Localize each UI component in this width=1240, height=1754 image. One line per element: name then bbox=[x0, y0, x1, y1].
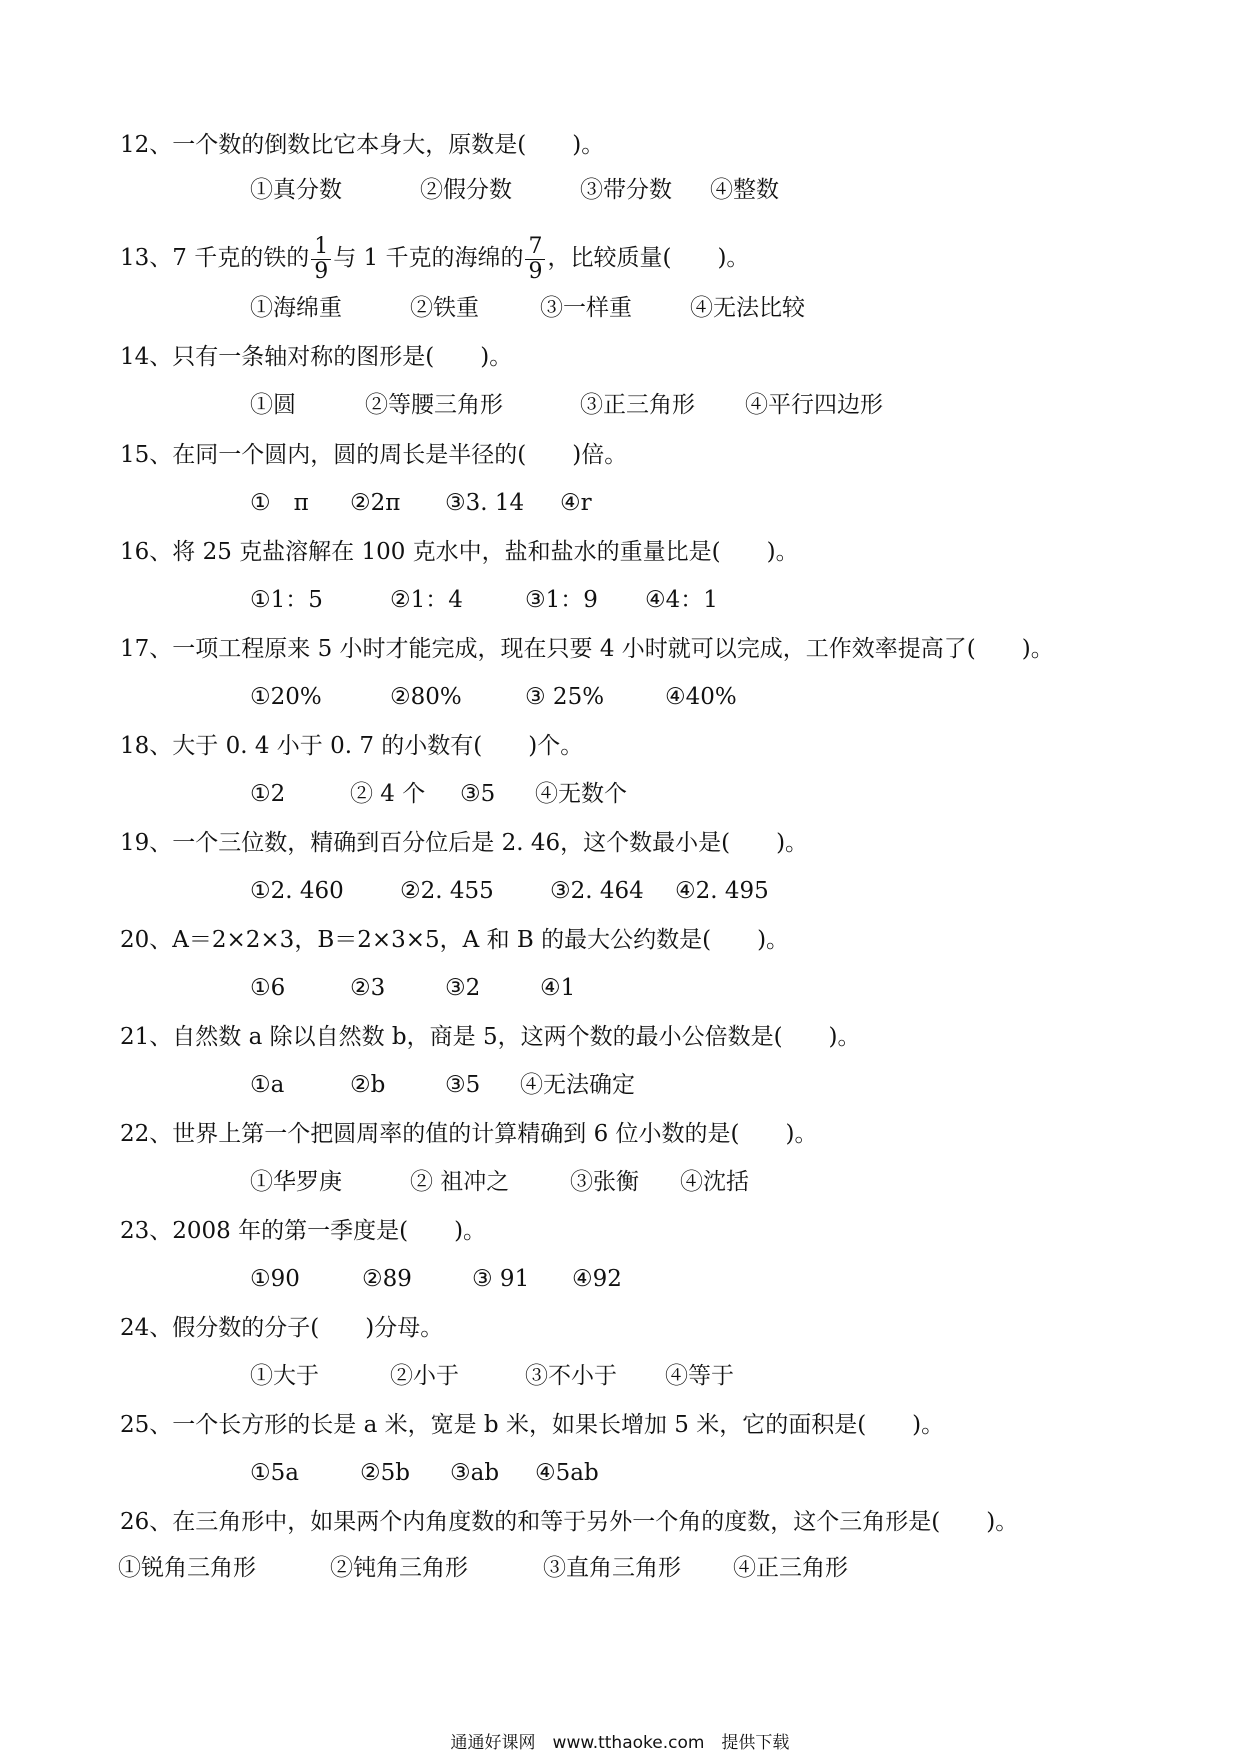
option: ③5 bbox=[445, 1072, 481, 1098]
option: ②等腰三角形 bbox=[365, 392, 503, 418]
options-12 bbox=[250, 175, 779, 205]
fraction-one-ninth bbox=[311, 235, 331, 284]
fraction-numerator: 7 bbox=[525, 235, 545, 260]
option: ②80% bbox=[390, 684, 462, 710]
option: ④无法确定 bbox=[520, 1072, 635, 1098]
option: ①6 bbox=[250, 975, 286, 1001]
option: ② 祖冲之 bbox=[410, 1169, 510, 1195]
question-21: 21、自然数 a 除以自然数 b，商是 5，这两个数的最小公倍数是( )。 bbox=[120, 1024, 861, 1050]
option: ①2. 460 bbox=[250, 878, 344, 904]
options-22 bbox=[250, 1167, 749, 1197]
option: ④4：1 bbox=[645, 587, 718, 613]
option: ②5b bbox=[360, 1460, 410, 1486]
question-25: 25、一个长方形的长是 a 米，宽是 b 米，如果长增加 5 米，它的面积是( )。 bbox=[120, 1412, 945, 1438]
option: ①锐角三角形 bbox=[118, 1555, 256, 1581]
options-26 bbox=[118, 1553, 848, 1583]
option: ①华罗庚 bbox=[250, 1169, 342, 1195]
options-15 bbox=[250, 488, 592, 518]
option: ②89 bbox=[362, 1266, 412, 1292]
option: ④92 bbox=[572, 1266, 622, 1292]
option: ② 4 个 bbox=[350, 781, 426, 807]
option: ③3. 14 bbox=[445, 490, 525, 516]
option: ①真分数 bbox=[250, 177, 342, 203]
option: ④5ab bbox=[535, 1460, 599, 1486]
question-13-text-a: 13、7 千克的铁的 bbox=[120, 245, 310, 271]
option: ③带分数 bbox=[580, 177, 672, 203]
options-24 bbox=[250, 1361, 734, 1391]
footer-credit: 通通好课网 www.tthaoke.com 提供下载 bbox=[450, 1733, 790, 1753]
option: ③2. 464 bbox=[550, 878, 644, 904]
options-20 bbox=[250, 973, 575, 1003]
option: ③一样重 bbox=[540, 295, 632, 321]
question-13 bbox=[120, 228, 749, 288]
option: ②假分数 bbox=[420, 177, 512, 203]
question-19: 19、一个三位数，精确到百分位后是 2. 46，这个数最小是( )。 bbox=[120, 830, 809, 856]
option: ①大于 bbox=[250, 1363, 319, 1389]
option: ③2 bbox=[445, 975, 481, 1001]
option: ④无法比较 bbox=[690, 295, 805, 321]
fraction-denominator: 9 bbox=[528, 258, 543, 284]
question-13-text-c: ，比较质量( )。 bbox=[547, 245, 750, 271]
option: ②b bbox=[350, 1072, 386, 1098]
option: ①海绵重 bbox=[250, 295, 342, 321]
option: ④沈括 bbox=[680, 1169, 749, 1195]
option: ③ 91 bbox=[472, 1266, 530, 1292]
option: ④整数 bbox=[710, 177, 779, 203]
question-26: 26、在三角形中，如果两个内角度数的和等于另外一个角的度数，这个三角形是( )。 bbox=[120, 1509, 1019, 1535]
question-22: 22、世界上第一个把圆周率的值的计算精确到 6 位小数的是( )。 bbox=[120, 1121, 818, 1147]
question-17: 17、一项工程原来 5 小时才能完成，现在只要 4 小时就可以完成，工作效率提高了( )。 bbox=[120, 636, 1054, 662]
option: ③不小于 bbox=[525, 1363, 617, 1389]
option: ①a bbox=[250, 1072, 285, 1098]
option: ④r bbox=[560, 490, 592, 516]
options-19 bbox=[250, 876, 769, 906]
question-18: 18、大于 0. 4 小于 0. 7 的小数有( )个。 bbox=[120, 733, 584, 759]
option: ①圆 bbox=[250, 392, 296, 418]
options-23 bbox=[250, 1264, 622, 1294]
option: ③ab bbox=[450, 1460, 500, 1486]
option: ④40% bbox=[665, 684, 737, 710]
option: ②3 bbox=[350, 975, 386, 1001]
option: ④无数个 bbox=[535, 781, 627, 807]
question-24: 24、假分数的分子( )分母。 bbox=[120, 1315, 444, 1341]
question-12: 12、一个数的倒数比它本身大，原数是( )。 bbox=[120, 132, 605, 158]
question-20: 20、A＝2×2×3，B＝2×3×5，A 和 B 的最大公约数是( )。 bbox=[120, 927, 790, 953]
options-21 bbox=[250, 1070, 635, 1100]
option: ③张衡 bbox=[570, 1169, 639, 1195]
option: ③正三角形 bbox=[580, 392, 695, 418]
option: ②1：4 bbox=[390, 587, 463, 613]
option: ②2π bbox=[350, 490, 401, 516]
option: ①2 bbox=[250, 781, 286, 807]
fraction-denominator: 9 bbox=[314, 258, 329, 284]
question-23: 23、2008 年的第一季度是( )。 bbox=[120, 1218, 487, 1244]
question-14: 14、只有一条轴对称的图形是( )。 bbox=[120, 344, 513, 370]
option: ②2. 455 bbox=[400, 878, 494, 904]
options-16 bbox=[250, 585, 718, 615]
question-15: 15、在同一个圆内，圆的周长是半径的( )倍。 bbox=[120, 442, 628, 468]
options-25 bbox=[250, 1458, 599, 1488]
option: ②铁重 bbox=[410, 295, 479, 321]
option: ④平行四边形 bbox=[745, 392, 883, 418]
question-13-text-b: 与 1 千克的海绵的 bbox=[333, 245, 524, 271]
option: ①90 bbox=[250, 1266, 300, 1292]
options-18 bbox=[250, 779, 627, 809]
fraction-seven-ninths bbox=[525, 235, 545, 284]
option: ③5 bbox=[460, 781, 496, 807]
option: ③直角三角形 bbox=[543, 1555, 681, 1581]
option: ①20% bbox=[250, 684, 322, 710]
options-13 bbox=[250, 293, 805, 323]
option: ①1：5 bbox=[250, 587, 323, 613]
option: ④等于 bbox=[665, 1363, 734, 1389]
option: ① π bbox=[250, 490, 309, 516]
option: ③1：9 bbox=[525, 587, 598, 613]
fraction-numerator: 1 bbox=[311, 235, 331, 260]
option: ④2. 495 bbox=[675, 878, 769, 904]
options-14 bbox=[250, 390, 883, 420]
option: ④正三角形 bbox=[733, 1555, 848, 1581]
option: ①5a bbox=[250, 1460, 299, 1486]
option: ②钝角三角形 bbox=[330, 1555, 468, 1581]
option: ④1 bbox=[540, 975, 576, 1001]
question-16: 16、将 25 克盐溶解在 100 克水中，盐和盐水的重量比是( )。 bbox=[120, 539, 799, 565]
option: ②小于 bbox=[390, 1363, 459, 1389]
option: ③ 25% bbox=[525, 684, 605, 710]
options-17 bbox=[250, 682, 737, 712]
